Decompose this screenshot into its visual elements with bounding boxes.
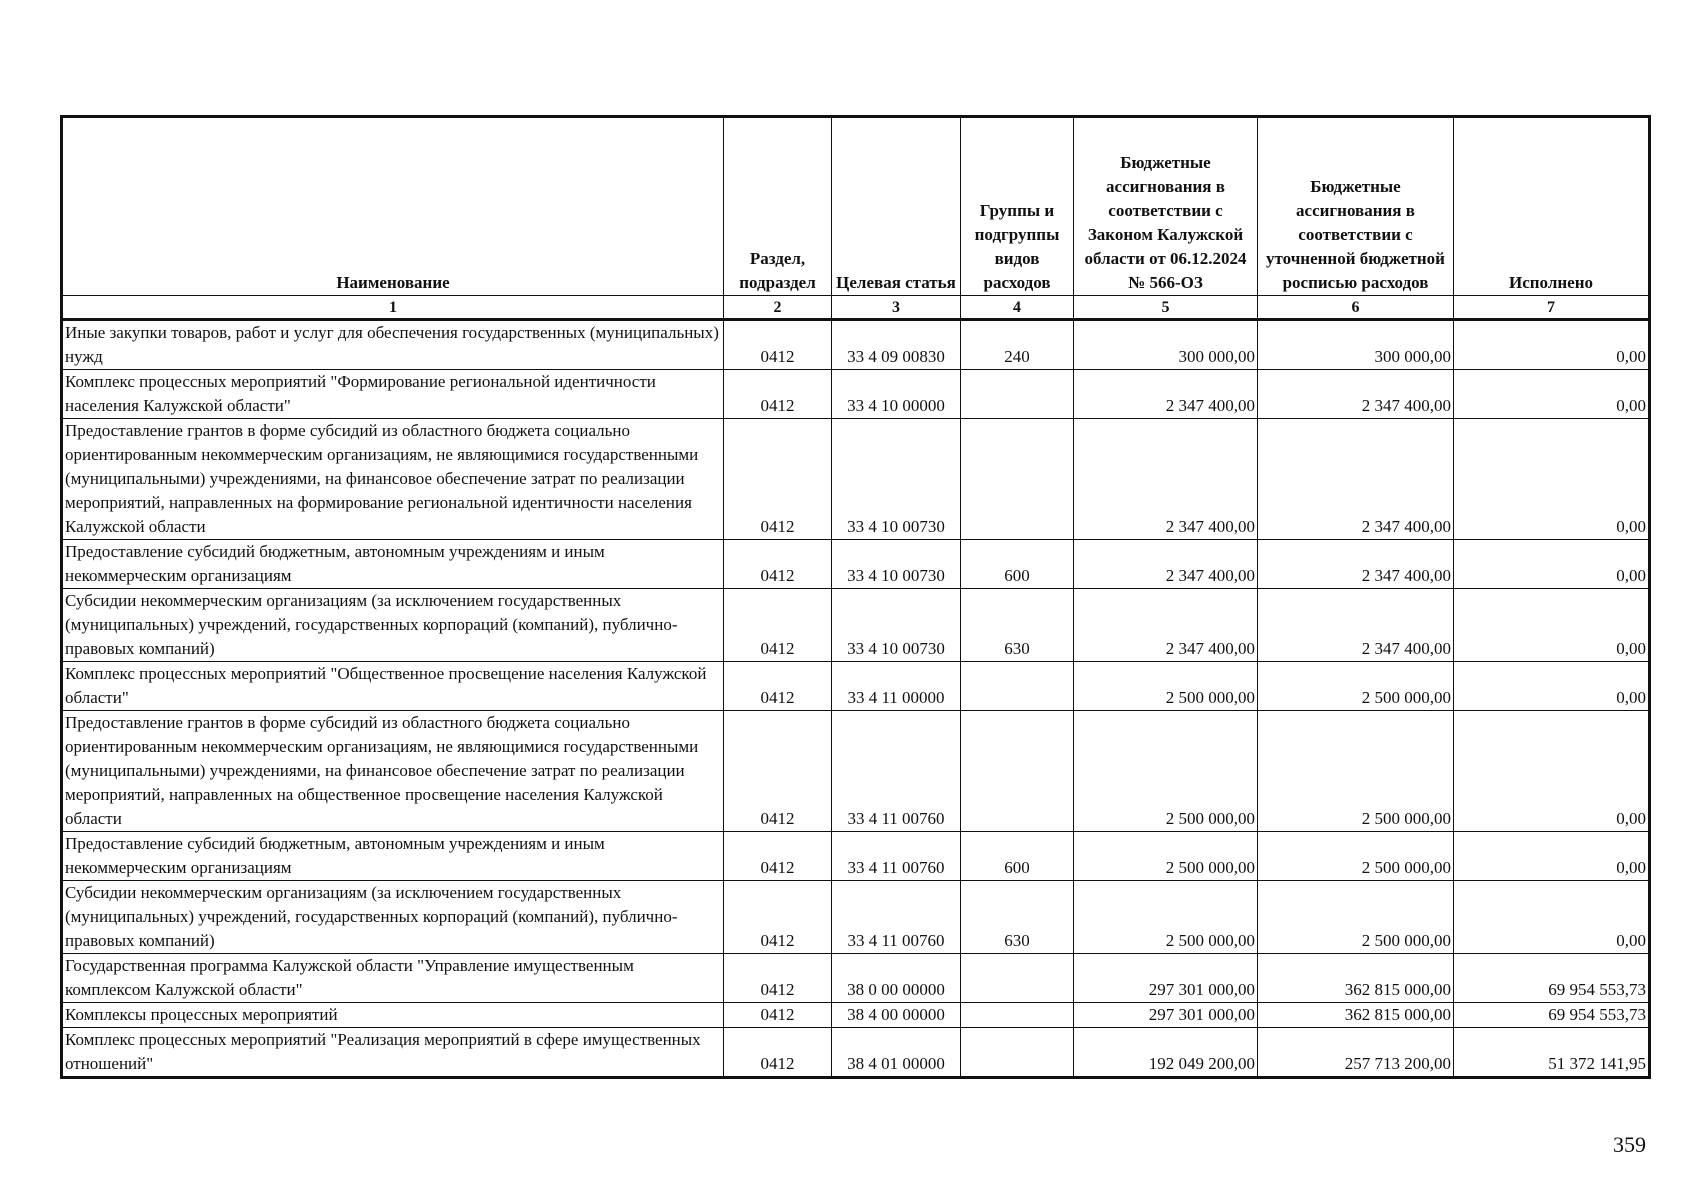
row-section-cell: 0412 [724,832,832,881]
row-name-cell: Предоставление субсидий бюджетным, автономным учреждениям и иным некоммерческим организациям [62,832,724,881]
row-expense-group-cell [961,1003,1074,1028]
row-section-cell: 0412 [724,1003,832,1028]
row-executed-amount-cell: 0,00 [1454,540,1650,589]
table-row [62,589,1650,662]
row-law-amount-cell: 2 500 000,00 [1074,832,1258,881]
row-target-article-cell: 33 4 11 00760 [832,711,961,832]
table-row [62,1003,1650,1028]
row-law-amount-cell: 2 347 400,00 [1074,419,1258,540]
row-executed-amount-cell: 0,00 [1454,589,1650,662]
row-name-cell: Комплекс процессных мероприятий "Реализация мероприятий в сфере имущественных отношений" [62,1028,724,1078]
row-refined-amount-cell: 2 347 400,00 [1258,370,1454,419]
row-target-article-cell: 33 4 11 00760 [832,881,961,954]
row-executed-amount-cell: 0,00 [1454,662,1650,711]
row-executed-amount-cell: 0,00 [1454,419,1650,540]
row-refined-amount-cell: 2 500 000,00 [1258,662,1454,711]
row-name-cell: Предоставление грантов в форме субсидий из областного бюджета социально ориентированным некоммерческим организациям, не являющимися государственными (муниципальными) учреждениями, на финансовое обеспечение затрат по реализации мероприятий, направленных на формирование региональной идентичности населения Калужской области [62,419,724,540]
row-law-amount-cell: 192 049 200,00 [1074,1028,1258,1078]
page-number: 359 [1613,1132,1646,1157]
row-target-article-cell: 33 4 11 00000 [832,662,961,711]
column-number-row [62,296,1650,320]
row-target-article-cell: 33 4 11 00760 [832,832,961,881]
header-row [62,117,1650,296]
row-target-article-cell: 33 4 10 00000 [832,370,961,419]
row-expense-group-cell [961,1028,1074,1078]
row-name-cell: Комплексы процессных мероприятий [62,1003,724,1028]
row-target-article-cell: 33 4 10 00730 [832,419,961,540]
table-row [62,370,1650,419]
column-header-law-allocations: Бюджетные ассигнования в соответствии с Законом Калужской области от 06.12.2024 № 566-ОЗ [1074,117,1258,296]
row-refined-amount-cell: 2 500 000,00 [1258,881,1454,954]
row-name-cell: Комплекс процессных мероприятий "Формирование региональной идентичности населения Калужской области" [62,370,724,419]
row-executed-amount-cell: 0,00 [1454,711,1650,832]
row-expense-group-cell: 630 [961,589,1074,662]
row-expense-group-cell [961,662,1074,711]
table-row [62,320,1650,370]
row-expense-group-cell [961,954,1074,1003]
row-name-cell: Комплекс процессных мероприятий "Общественное просвещение населения Калужской области" [62,662,724,711]
row-executed-amount-cell: 0,00 [1454,832,1650,881]
row-name-cell: Предоставление субсидий бюджетным, автономным учреждениям и иным некоммерческим организациям [62,540,724,589]
row-refined-amount-cell: 2 500 000,00 [1258,832,1454,881]
row-executed-amount-cell: 69 954 553,73 [1454,1003,1650,1028]
column-number: 3 [832,296,961,320]
row-name-cell: Иные закупки товаров, работ и услуг для обеспечения государственных (муниципальных) нужд [62,320,724,370]
row-law-amount-cell: 2 500 000,00 [1074,711,1258,832]
table-row [62,419,1650,540]
row-refined-amount-cell: 257 713 200,00 [1258,1028,1454,1078]
row-law-amount-cell: 300 000,00 [1074,320,1258,370]
row-section-cell: 0412 [724,419,832,540]
row-expense-group-cell [961,419,1074,540]
row-executed-amount-cell: 51 372 141,95 [1454,1028,1650,1078]
table-row [62,540,1650,589]
row-expense-group-cell: 240 [961,320,1074,370]
row-section-cell: 0412 [724,589,832,662]
column-header-executed: Исполнено [1454,117,1650,296]
row-target-article-cell: 33 4 09 00830 [832,320,961,370]
row-name-cell: Государственная программа Калужской области "Управление имущественным комплексом Калужской области" [62,954,724,1003]
column-header-target-article: Целевая статья [832,117,961,296]
row-section-cell: 0412 [724,881,832,954]
column-header-section: Раздел, подраздел [724,117,832,296]
row-name-cell: Предоставление грантов в форме субсидий из областного бюджета социально ориентированным некоммерческим организациям, не являющимися государственными (муниципальными) учреждениями, на финансовое обеспечение затрат по реализации мероприятий, направленных на общественное просвещение населения Калужской области [62,711,724,832]
column-number: 6 [1258,296,1454,320]
row-expense-group-cell: 600 [961,540,1074,589]
row-refined-amount-cell: 362 815 000,00 [1258,954,1454,1003]
row-law-amount-cell: 2 347 400,00 [1074,589,1258,662]
row-executed-amount-cell: 69 954 553,73 [1454,954,1650,1003]
budget-table-sheet [60,115,1648,1079]
row-refined-amount-cell: 2 347 400,00 [1258,589,1454,662]
row-expense-group-cell: 600 [961,832,1074,881]
column-header-name: Наименование [62,117,724,296]
column-number: 2 [724,296,832,320]
row-section-cell: 0412 [724,954,832,1003]
row-refined-amount-cell: 2 500 000,00 [1258,711,1454,832]
row-refined-amount-cell: 362 815 000,00 [1258,1003,1454,1028]
row-executed-amount-cell: 0,00 [1454,370,1650,419]
row-refined-amount-cell: 300 000,00 [1258,320,1454,370]
row-target-article-cell: 33 4 10 00730 [832,540,961,589]
column-number: 4 [961,296,1074,320]
row-section-cell: 0412 [724,320,832,370]
row-law-amount-cell: 2 500 000,00 [1074,881,1258,954]
row-refined-amount-cell: 2 347 400,00 [1258,540,1454,589]
column-header-refined-allocations: Бюджетные ассигнования в соответствии с уточненной бюджетной росписью расходов [1258,117,1454,296]
table-row [62,711,1650,832]
row-expense-group-cell [961,370,1074,419]
row-section-cell: 0412 [724,1028,832,1078]
row-name-cell: Субсидии некоммерческим организациям (за исключением государственных (муниципальных) учреждений, государственных корпораций (компаний), публично-правовых компаний) [62,881,724,954]
table-row [62,954,1650,1003]
row-law-amount-cell: 2 347 400,00 [1074,540,1258,589]
row-executed-amount-cell: 0,00 [1454,881,1650,954]
row-name-cell: Субсидии некоммерческим организациям (за исключением государственных (муниципальных) учреждений, государственных корпораций (компаний), публично-правовых компаний) [62,589,724,662]
table-row [62,662,1650,711]
row-section-cell: 0412 [724,662,832,711]
row-section-cell: 0412 [724,711,832,832]
column-header-expense-groups: Группы и подгруппы видов расходов [961,117,1074,296]
row-expense-group-cell: 630 [961,881,1074,954]
column-number: 7 [1454,296,1650,320]
column-number: 5 [1074,296,1258,320]
row-law-amount-cell: 2 347 400,00 [1074,370,1258,419]
row-section-cell: 0412 [724,540,832,589]
table-row [62,832,1650,881]
table-row [62,1028,1650,1078]
row-target-article-cell: 38 0 00 00000 [832,954,961,1003]
row-target-article-cell: 38 4 00 00000 [832,1003,961,1028]
table-body [62,320,1650,1078]
table-row [62,881,1650,954]
budget-execution-table [60,115,1651,1079]
row-law-amount-cell: 297 301 000,00 [1074,1003,1258,1028]
row-law-amount-cell: 2 500 000,00 [1074,662,1258,711]
row-refined-amount-cell: 2 347 400,00 [1258,419,1454,540]
row-target-article-cell: 33 4 10 00730 [832,589,961,662]
column-number: 1 [62,296,724,320]
row-executed-amount-cell: 0,00 [1454,320,1650,370]
row-section-cell: 0412 [724,370,832,419]
row-expense-group-cell [961,711,1074,832]
row-law-amount-cell: 297 301 000,00 [1074,954,1258,1003]
row-target-article-cell: 38 4 01 00000 [832,1028,961,1078]
